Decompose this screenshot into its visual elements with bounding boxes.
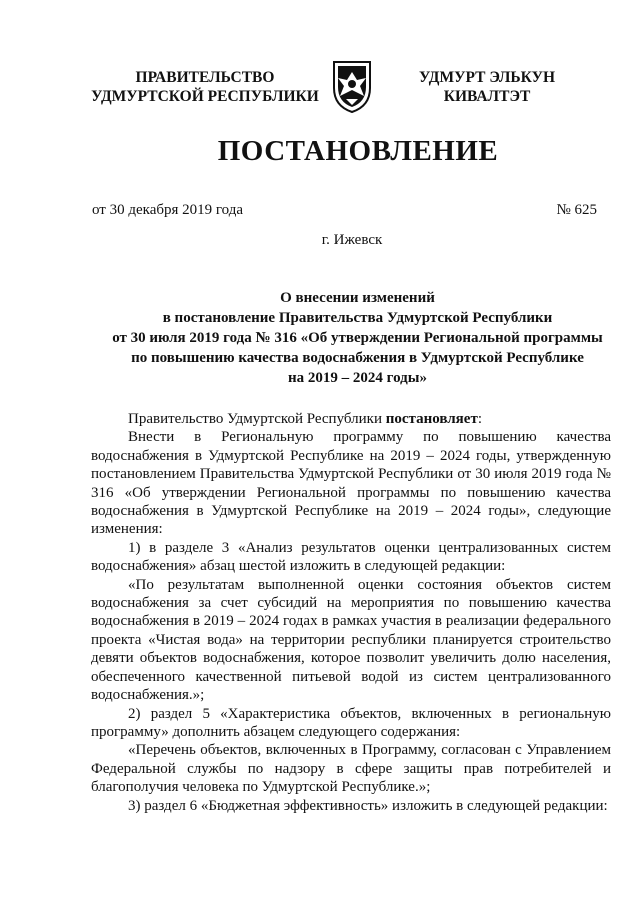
document-subject: [85, 288, 630, 388]
subject-line: О внесении изменений: [280, 290, 435, 306]
body-paragraph: Внести в Региональную программу по повышению качества водоснабжения в Удмуртской Республике на 2019 – 2024 годы, утвержденную постановлением Правительства Удмуртской Республики от 30 июля 2019 года № 316 «Об утверждении Региональной программы по повышению качества водоснабжения в Удмуртской Республике на 2019 – 2024 годы», следующие изменения:: [91, 429, 611, 538]
body-paragraph: 3) раздел 6 «Бюджетная эффективность» изложить в следующей редакции:: [128, 797, 608, 814]
subject-line: в постановление Правительства Удмуртской Республики: [162, 310, 553, 326]
subject-line: от 30 июля 2019 года № 316 «Об утверждении Региональной программы: [112, 330, 603, 346]
body-paragraph: «По результатам выполненной оценки состояния объектов систем водоснабжения за счет субсидий на мероприятия по повышению качества водоснабжения в 2019 – 2024 годах в рамках участия в реализации федерального проекта «Чистая вода» на территории республики планируется строительство девяти объектов водоснабжения, которое позволит увеличить долю населения, обеспеченного качественной питьевой водой из систем централизованного водоснабжения.»;: [91, 576, 611, 704]
subject-line: на 2019 – 2024 годы»: [288, 370, 427, 386]
subject-line: по повышению качества водоснабжения в Удмуртской Республике: [131, 350, 584, 366]
intro-text: Правительство Удмуртской Республики: [128, 411, 386, 427]
issuer-line: УДМУРТ ЭЛЬКУН: [418, 69, 556, 86]
body-paragraph: 2) раздел 5 «Характеристика объектов, включенных в региональную программу» дополнить абзацем следующего содержания:: [91, 705, 611, 740]
udmurt-coat-of-arms-icon: [330, 58, 374, 114]
body-paragraph: «Перечень объектов, включенных в Программу, согласован с Управлением Федеральной службы по надзору в сфере защиты прав потребителей и благополучия человека по Удмуртской Республике.»;: [91, 742, 611, 796]
document-city: г. Ижевск: [321, 232, 383, 248]
issuer-line: УДМУРТСКОЙ РЕСПУБЛИКИ: [91, 88, 319, 105]
document-number: № 625: [556, 202, 597, 218]
issuer-line: КИВАЛТЭТ: [443, 88, 531, 105]
intro-colon: :: [477, 411, 482, 427]
issuer-name-russian: [70, 68, 340, 106]
intro-verb: постановляет: [385, 411, 478, 427]
document-date: от 30 декабря 2019 года: [92, 202, 244, 218]
issuer-name-udmurt: [392, 68, 582, 106]
issuer-line: ПРАВИТЕЛЬСТВО: [135, 69, 275, 86]
document-type-title: ПОСТАНОВЛЕНИЕ: [217, 135, 499, 167]
body-paragraph: 1) в разделе 3 «Анализ результатов оценки централизованных систем водоснабжения» абзац шестой изложить в следующей редакции:: [91, 539, 611, 575]
body-paragraph-intro: [91, 410, 611, 428]
document-body: [91, 410, 611, 815]
